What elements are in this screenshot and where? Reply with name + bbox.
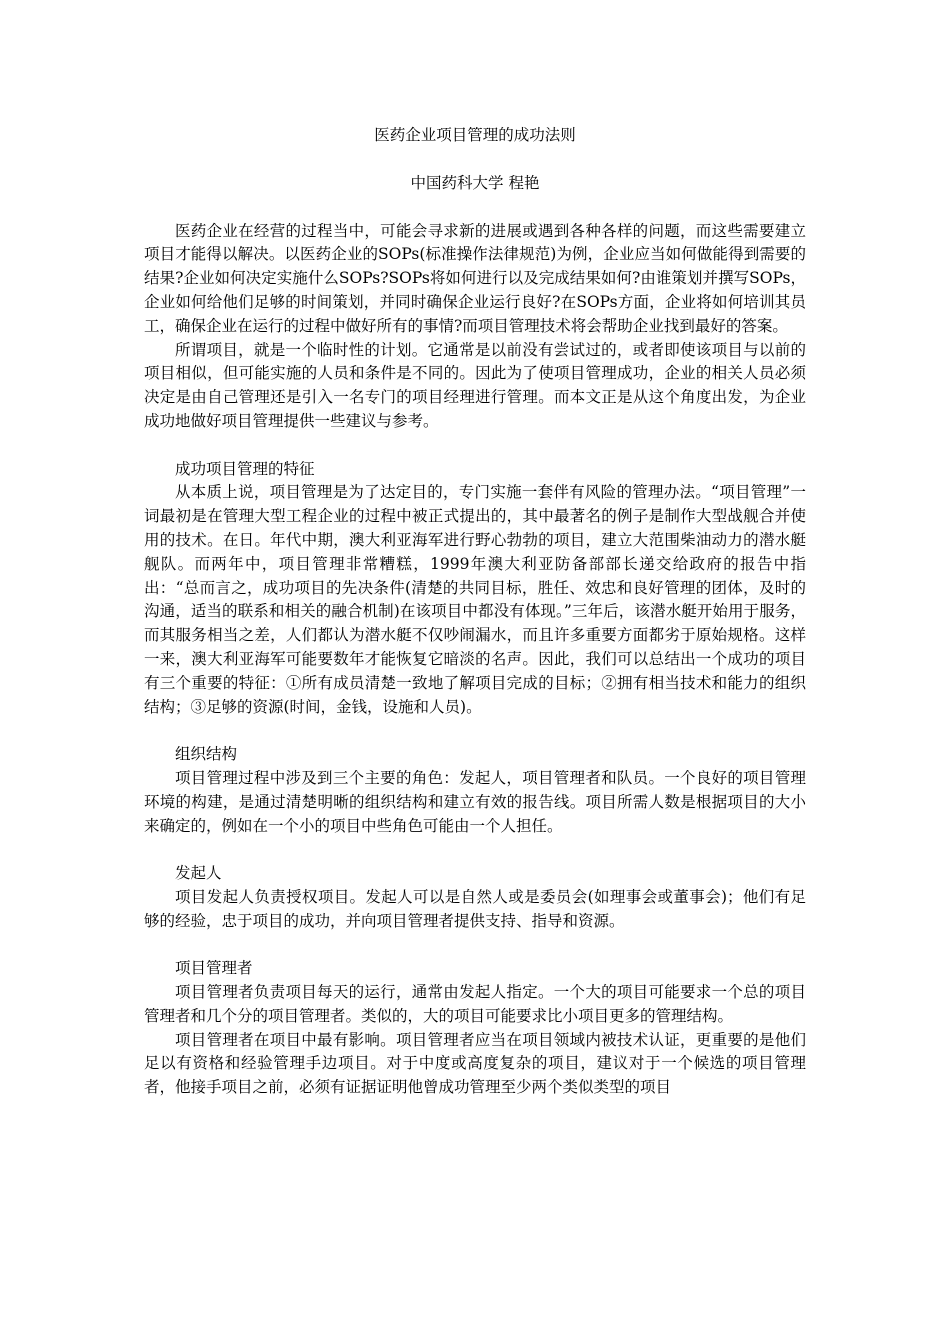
section-heading: 组织结构 bbox=[175, 745, 238, 764]
blank-line bbox=[144, 934, 806, 958]
document-body bbox=[144, 124, 806, 1100]
blank-line bbox=[144, 434, 806, 458]
section-heading: 项目管理者 bbox=[175, 959, 253, 978]
section-heading: 成功项目管理的特征 bbox=[175, 459, 315, 478]
section-paragraph: 项目管理过程中涉及到三个主要的角色：发起人，项目管理者和队员。一个良好的项目管理环境的构建，是通过清楚明晰的组织结构和建立有效的报告线。项目所需人数是根据项目的大小来确定的，例如在一个小的项目中些角色可能由一个人担任。 bbox=[144, 768, 806, 835]
blank-line bbox=[144, 719, 806, 743]
section-heading: 发起人 bbox=[175, 864, 222, 883]
intro-paragraph: 医药企业在经营的过程当中，可能会寻求新的进展或遇到各种各样的问题，而这些需要建立项目才能得以解决。以医药企业的SOPs(标准操作法律规范)为例，企业应当如何做能得到需要的结果?企业如何决定实施什么SOPs?SOPs将如何进行以及完成结果如何?由谁策划并撰写SOPs，企业如何给他们足够的时间策划，并同时确保企业运行良好?在SOPs方面，企业将如何培训其员工，确保企业在运行的过程中做好所有的事情?而项目管理技术将会帮助企业找到最好的答案。 bbox=[144, 221, 806, 335]
section-paragraph: 从本质上说，项目管理是为了达定目的，专门实施一套伴有风险的管理办法。“项目管理”一词最初是在管理大型工程企业的过程中被正式提出的，其中最著名的例子是制作大型战舰合并使用的技术。在日。年代中期，澳大利亚海军进行野心勃勃的项目，建立大范围柴油动力的潜水艇舰队。而两年中，项目管理非常糟糕，1999年澳大利亚防备部部长递交给政府的报告中指出：“总而言之，成功项目的先决条件(清楚的共同目标，胜任、效忠和良好管理的团体，及时的沟通，适当的联系和相关的融合机制)在该项目中都没有体现。”三年后，该潜水艇开始用于服务，而其服务相当之差，人们都认为潜水艇不仅吵闹漏水，而且许多重要方面都劣于原始规格。这样一来，澳大利亚海军可能要数年才能恢复它暗淡的名声。因此，我们可以总结出一个成功的项目有三个重要的特征：①所有成员清楚一致地了解项目完成的目标；②拥有相当技术和能力的组织结构；③足够的资源(时间，金钱，设施和人员)。 bbox=[144, 483, 806, 716]
section-paragraph: 项目管理者在项目中最有影响。项目管理者应当在项目领域内被技术认证，更重要的是他们足以有资格和经验管理手边项目。对于中度或高度复杂的项目，建议对于一个候选的项目管理者，他接手项目之前，必须有证据证明他曾成功管理至少两个类似类型的项目 bbox=[144, 1030, 806, 1097]
intro-paragraph: 所谓项目，就是一个临时性的计划。它通常是以前没有尝试过的，或者即使该项目与以前的项目相似，但可能实施的人员和条件是不同的。因此为了使项目管理成功，企业的相关人员必须决定是由自己管理还是引入一名专门的项目经理进行管理。而本文正是从这个角度出发，为企业成功地做好项目管理提供一些建议与参考。 bbox=[144, 340, 806, 430]
document-author: 中国药科大学 程艳 bbox=[410, 173, 540, 192]
section-paragraph: 项目发起人负责授权项目。发起人可以是自然人或是委员会(如理事会或董事会)；他们有足够的经验，忠于项目的成功，并向项目管理者提供支持、指导和资源。 bbox=[144, 887, 806, 930]
document-title: 医药企业项目管理的成功法则 bbox=[374, 126, 576, 144]
section-paragraph: 项目管理者负责项目每天的运行，通常由发起人指定。一个大的项目可能要求一个总的项目管理者和几个分的项目管理者。类似的，大的项目可能要求比小项目更多的管理结构。 bbox=[144, 983, 806, 1025]
blank-line bbox=[144, 838, 806, 862]
